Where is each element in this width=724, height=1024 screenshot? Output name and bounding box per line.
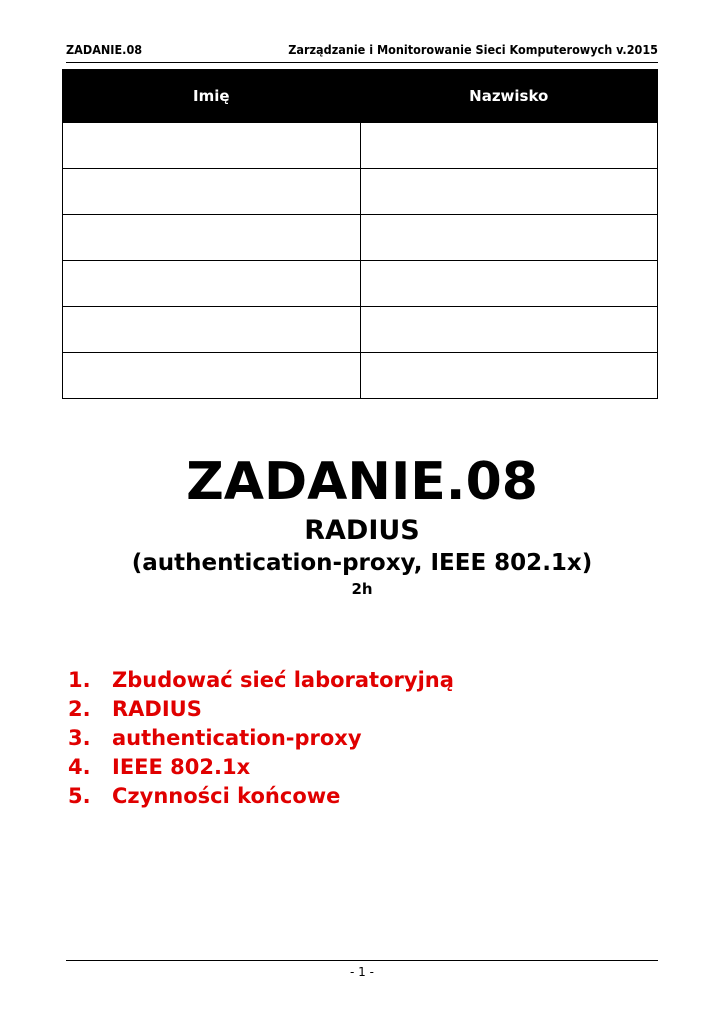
duration-label: 2h	[351, 580, 373, 598]
last-name-cell[interactable]	[360, 261, 658, 307]
column-header-last-name: Nazwisko	[360, 70, 658, 123]
header-task-id: ZADANIE.08	[66, 42, 143, 57]
table-row	[63, 261, 658, 307]
table-row	[63, 169, 658, 215]
first-name-cell[interactable]	[63, 169, 361, 215]
last-name-cell[interactable]	[360, 215, 658, 261]
page-subtitle: RADIUS	[304, 515, 420, 546]
list-item-label: IEEE 802.1x	[112, 755, 251, 779]
list-item-number: 2.	[68, 697, 91, 721]
table-header-row	[63, 70, 658, 123]
first-name-cell[interactable]	[63, 353, 361, 399]
table-row	[63, 353, 658, 399]
list-item	[68, 666, 454, 695]
last-name-cell[interactable]	[360, 307, 658, 353]
student-names-table	[62, 69, 658, 399]
first-name-cell[interactable]	[63, 215, 361, 261]
list-item-label: Zbudować sieć laboratoryjną	[112, 668, 454, 692]
header-course-title: Zarządzanie i Monitorowanie Sieci Komputerowych v.2015	[288, 42, 658, 57]
list-item-number: 1.	[68, 668, 91, 692]
page-footer	[66, 960, 658, 979]
title-block	[0, 450, 724, 600]
first-name-cell[interactable]	[63, 307, 361, 353]
page-subtitle-detail: (authentication-proxy, IEEE 802.1x)	[131, 550, 593, 576]
list-item-number: 4.	[68, 755, 91, 779]
first-name-cell[interactable]	[63, 123, 361, 169]
list-item-label: RADIUS	[112, 697, 202, 721]
first-name-cell[interactable]	[63, 261, 361, 307]
page-header	[66, 38, 658, 63]
table-row	[63, 215, 658, 261]
list-item	[68, 695, 454, 724]
last-name-cell[interactable]	[360, 169, 658, 215]
task-list	[68, 666, 454, 811]
list-item	[68, 782, 454, 811]
page-title: ZADANIE.08	[186, 452, 538, 512]
table-row	[63, 307, 658, 353]
list-item-label: authentication-proxy	[112, 726, 362, 750]
table-row	[63, 123, 658, 169]
list-item	[68, 724, 454, 753]
last-name-cell[interactable]	[360, 353, 658, 399]
last-name-cell[interactable]	[360, 123, 658, 169]
list-item-number: 3.	[68, 726, 91, 750]
list-item-label: Czynności końcowe	[112, 784, 341, 808]
list-item-number: 5.	[68, 784, 91, 808]
page-number: - 1 -	[350, 965, 374, 979]
column-header-first-name: Imię	[63, 70, 361, 123]
list-item	[68, 753, 454, 782]
